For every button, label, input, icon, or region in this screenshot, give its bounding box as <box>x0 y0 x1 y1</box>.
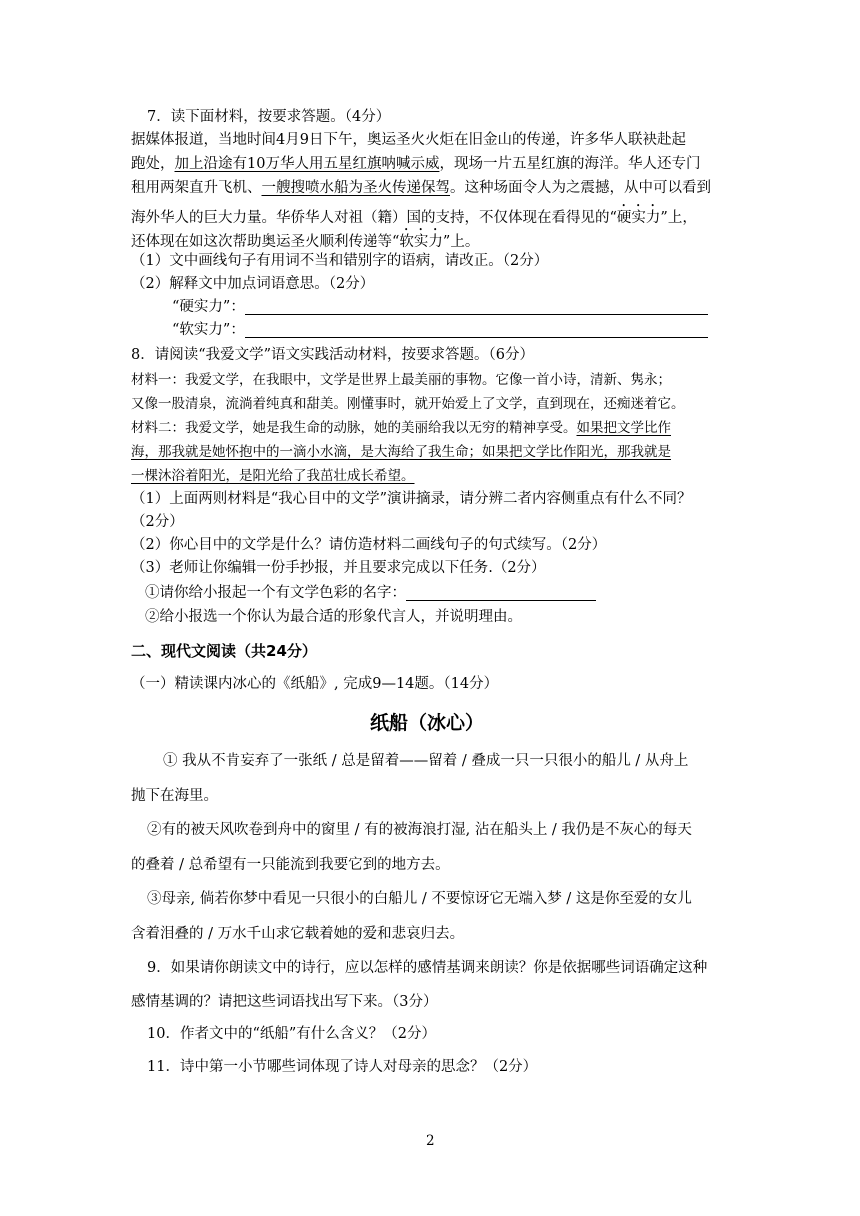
task-2: ②给小报选一个你认为最合适的形象代言人，并说明理由。 <box>145 609 522 625</box>
soft-power-answer-line[interactable] <box>245 321 708 338</box>
section-2-heading: 二、现代文阅读（共24分） <box>131 642 317 660</box>
q7-paragraph-line-5: 还体现在如这次帮助奥运圣火顺利传递等“软实力”上。 <box>131 234 480 250</box>
q7-paragraph-line-2: 跑处，加上沿途有10万华人用五星红旗呐喊示威，现场一片五星红旗的海洋。华人还专门 <box>131 156 701 172</box>
q8-sub-question-3: （3）老师让你编辑一份手抄报，并且要求完成以下任务.（2分） <box>131 560 546 576</box>
hard-power-answer-row <box>172 297 708 317</box>
dotted-term-soft-power: 软实力 <box>399 234 443 250</box>
q7-title: 7．读下面材料，按要求答题。（4分） <box>147 109 391 125</box>
material-1-line-1: 材料一：我爱文学，在我眼中，文学是世界上最美丽的事物。它像一首小诗，清新、隽永； <box>131 372 671 388</box>
question-9-line-1: 9．如果请你朗读文中的诗行，应以怎样的感情基调来朗读？你是依据哪些词语确定这种 <box>147 960 708 976</box>
q8-title: 8．请阅读“我爱文学”语文实践活动材料，按要求答题。（6分） <box>131 347 535 363</box>
underlined-sentence-1: 加上沿途有10万华人用五星红旗呐喊示威 <box>174 156 440 172</box>
question-9-line-2: 感情基调的？请把这些词语找出写下来。（3分） <box>131 994 438 1010</box>
q7-paragraph-line-3: 租用两架直升飞机、一艘搜喷水船为圣火传递保驾。这种场面令人为之震撼，从中可以看到 <box>131 180 711 196</box>
section-2-sub-heading: （一）精读课内冰心的《纸船》, 完成9—14题。（14分） <box>131 676 499 692</box>
q7-sub-question-1: （1）文中画线句子有用词不当和错别字的语病，请改正。（2分） <box>131 253 549 269</box>
underlined-sentence-2: 一艘搜喷水船为圣火传递保驾 <box>261 180 450 196</box>
q7-sub-question-2: （2）解释文中加点词语意思。（2分） <box>131 276 375 292</box>
question-11: 11．诗中第一小节哪些词体现了诗人对母亲的思念？（2分） <box>147 1059 538 1075</box>
material-2-line-3: 一棵沐浴着阳光，是阳光给了我茁壮成长希望。 <box>131 468 415 484</box>
task-1-row <box>145 583 596 603</box>
material-1-line-2: 又像一股清泉，流淌着纯真和甜美。刚懂事时，就开始爱上了文学，直到现在，还痴迷着它。 <box>131 396 685 412</box>
q8-sub-question-1-score: （2分） <box>131 514 184 530</box>
poem-stanza-2-line-2: 的叠着 / 总希望有一只能流到我要它到的地方去。 <box>131 857 450 873</box>
poem-title: 纸船（冰心） <box>370 712 485 734</box>
q8-sub-question-1: （1）上面两则材料是“我心目中的文学”演讲摘录，请分辨二者内容侧重点有什么不同？ <box>131 491 692 507</box>
hard-power-answer-line[interactable] <box>245 298 708 315</box>
hard-power-label: “硬实力”： <box>172 299 245 315</box>
q7-paragraph-line-4: 海外华人的巨大力量。华侨华人对祖（籍）国的支持，不仅体现在看得见的“硬实力”上， <box>131 210 697 226</box>
page-number: 2 <box>426 1133 435 1149</box>
question-10: 10．作者文中的“纸船”有什么含义？（2分） <box>147 1026 437 1042</box>
soft-power-label: “软实力”： <box>172 322 245 338</box>
poem-stanza-1-line-2: 抛下在海里。 <box>131 788 218 804</box>
q8-sub-question-2: （2）你心目中的文学是什么？请仿造材料二画线句子的句式续写。（2分） <box>131 537 607 553</box>
dotted-term-hard-power: 硬实力 <box>616 210 661 226</box>
poem-stanza-3-line-2: 含着泪叠的 / 万水千山求它载着她的爱和悲哀归去。 <box>131 926 465 942</box>
soft-power-answer-row <box>172 320 708 340</box>
poem-stanza-3-line-1: ③母亲, 倘若你梦中看见一只很小的白船儿 / 不要惊讶它无端入梦 / 这是你至爱的女儿 <box>147 891 692 907</box>
q7-paragraph-line-1: 据媒体报道，当地时间4月9日下午，奥运圣火火炬在旧金山的传递，许多华人联袂赴起 <box>131 132 686 148</box>
material-2-line-1: 材料二：我爱文学，她是我生命的动脉，她的美丽给我以无穷的精神享受。如果把文学比作 <box>131 420 671 436</box>
task-1-label: ①请你给小报起一个有文学色彩的名字： <box>145 585 406 601</box>
poem-stanza-2-line-1: ②有的被天风吹卷到舟中的窗里 / 有的被海浪打湿, 沾在船头上 / 我仍是不灰心的每天 <box>147 822 692 838</box>
material-2-line-2: 海，那我就是她怀抱中的一滴小水滴，是大海给了我生命；如果把文学比作阳光，那我就是 <box>131 444 671 460</box>
newspaper-name-answer-line[interactable] <box>406 584 596 601</box>
poem-stanza-1-line-1: ① 我从不肯妄弃了一张纸 / 总是留着——留着 / 叠成一只一只很小的船儿 / 从舟上 <box>163 753 689 769</box>
underlined-material-2-start: 如果把文学比作 <box>576 420 671 436</box>
